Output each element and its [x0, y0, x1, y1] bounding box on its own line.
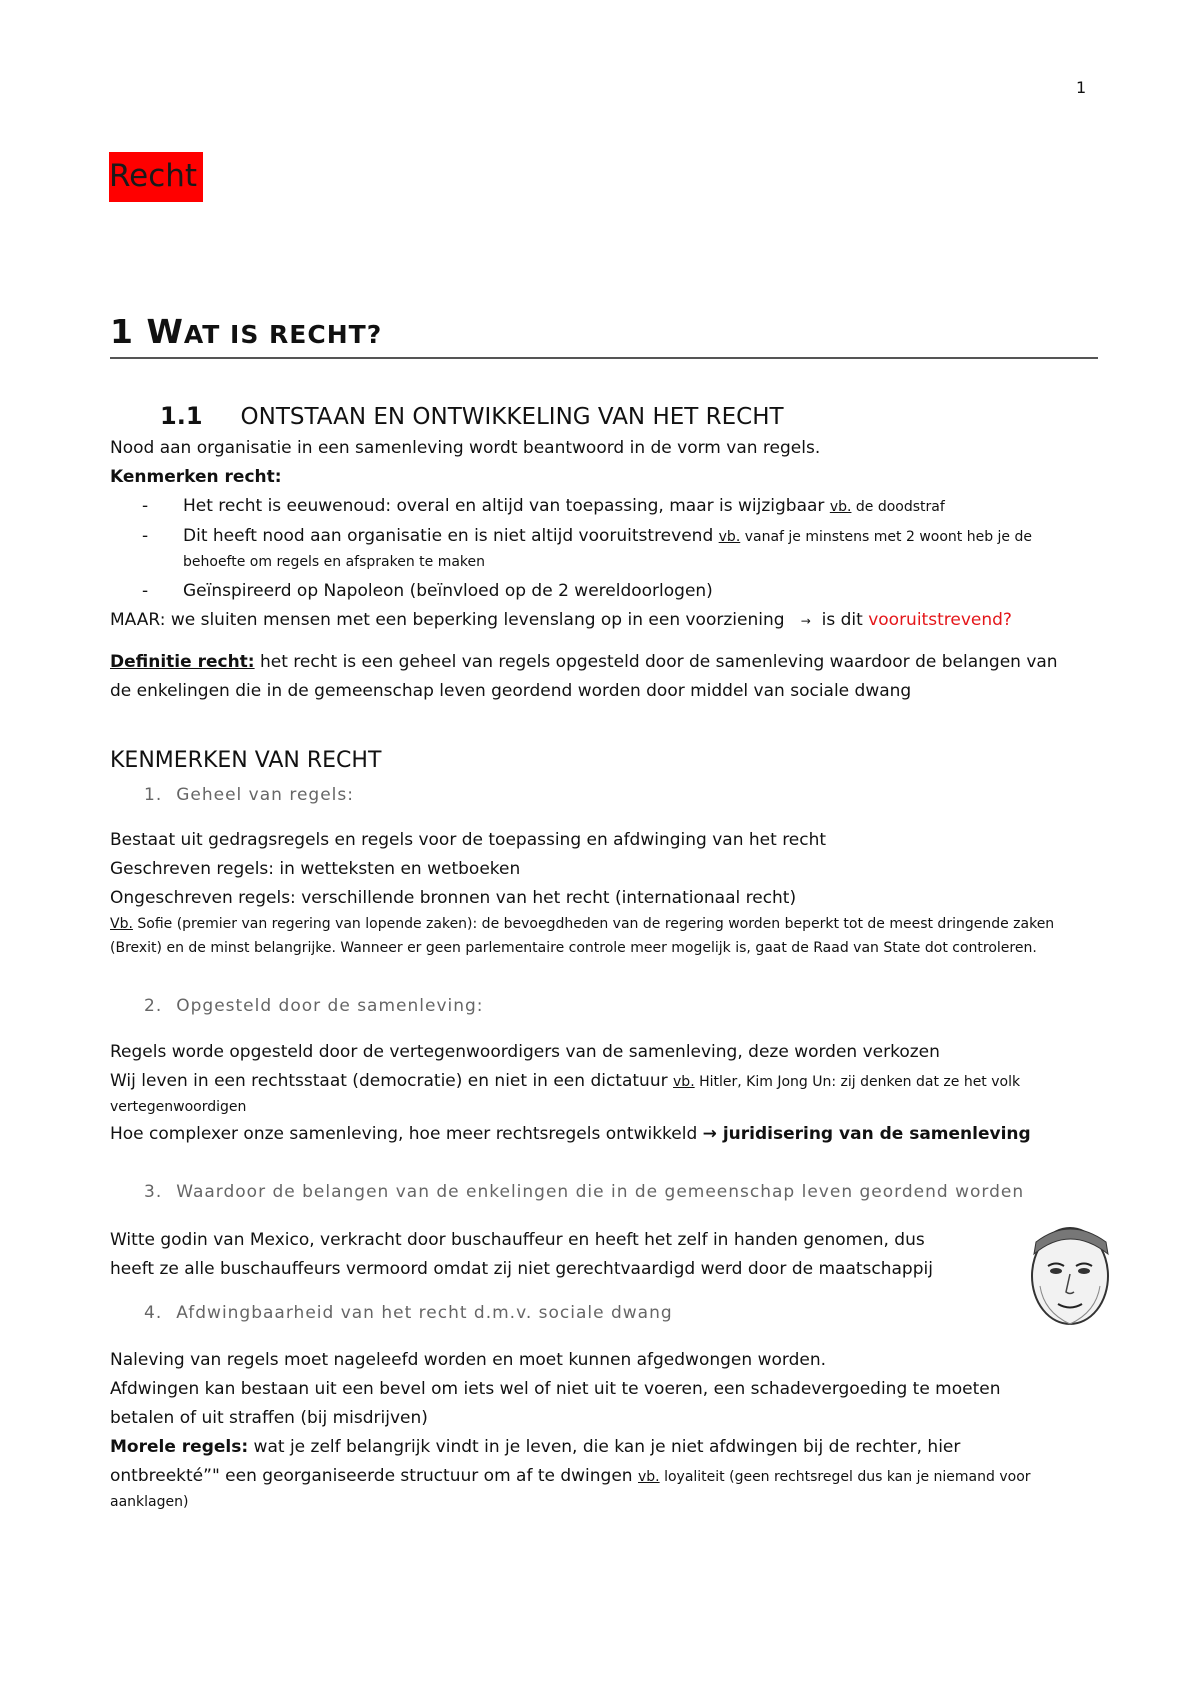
heading-1	[110, 312, 382, 351]
subheading-number: 2.	[144, 996, 163, 1016]
kenmerken-label: Kenmerken recht:	[110, 467, 282, 487]
vb-label: Vb.	[110, 916, 133, 932]
bullet-text: Het recht is eeuwenoud: overal en altijd van toepassing, maar is wijzigbaar	[183, 496, 830, 516]
heading-2	[160, 402, 784, 430]
heading-1-rule	[110, 357, 1098, 359]
arrow-icon: →	[800, 614, 811, 628]
s4-text: wat je zelf belangrijk vindt in je leven, die kan je niet afdwingen bij de rechter, hier	[248, 1437, 961, 1457]
maar-text: MAAR: we sluiten mensen met een beperking levenslang op in een voorziening	[110, 610, 785, 630]
bullet-item	[183, 496, 945, 516]
morele-label: Morele regels:	[110, 1437, 249, 1457]
subheading-title: Opgesteld door de samenleving:	[176, 996, 484, 1016]
s2-bold-text: juridisering van de samenleving	[716, 1124, 1031, 1144]
subheading-title: Geheel van regels:	[176, 785, 354, 805]
definitie-label: Definitie recht:	[110, 652, 255, 672]
bullet-item: Geïnspireerd op Napoleon (beïnvloed op de 2 wereldoorlogen)	[183, 581, 713, 601]
bullet-text: Dit heeft nood aan organisatie en is niet altijd vooruitstrevend	[183, 526, 719, 546]
definitie-text: het recht is een geheel van regels opgesteld door de samenleving waardoor de belangen van	[254, 652, 1058, 672]
s4-line: Afdwingen kan bestaan uit een bevel om iets wel of niet uit te voeren, een schadevergoeding te moeten	[110, 1379, 1001, 1399]
bullet-dash: -	[142, 526, 149, 546]
s2-line	[110, 1124, 1031, 1144]
subheading-number: 4.	[144, 1303, 163, 1323]
maar-tail: is dit	[821, 610, 863, 630]
s4-line: Naleving van regels moet nageleefd worden en moet kunnen afgedwongen worden.	[110, 1350, 826, 1370]
heading-1-rest: AT IS RECHT?	[183, 320, 383, 349]
definitie-line-2: de enkelingen die in de gemeenschap leven geordend worden door middel van sociale dwang	[110, 681, 912, 701]
bullet-item	[183, 526, 1032, 546]
s4-line	[110, 1437, 960, 1457]
subheading-number: 3.	[144, 1182, 163, 1202]
subheading-number: 1.	[144, 785, 163, 805]
s1-line: Bestaat uit gedragsregels en regels voor de toepassing en afdwinging van het recht	[110, 830, 827, 850]
s3-line: heeft ze alle buschauffeurs vermoord omdat zij niet gerechtvaardigd werd door de maatschappij	[110, 1259, 933, 1279]
s4-text: ontbreekté”" een georganiseerde structuur om af te dwingen	[110, 1466, 638, 1486]
subheading-title: Afdwingbaarheid van het recht d.m.v. sociale dwang	[176, 1303, 673, 1323]
page-number: 1	[1076, 78, 1087, 97]
s2-example: Hitler, Kim Jong Un: zij denken dat ze het volk	[694, 1074, 1021, 1090]
portrait-sketch-image	[1012, 1216, 1128, 1332]
vb-label: vb.	[673, 1074, 695, 1090]
vb-label: vb.	[638, 1469, 660, 1485]
bullet-dash: -	[142, 496, 149, 516]
document-title: Recht	[109, 158, 198, 194]
bullet-example: vanaf je minstens met 2 woont heb je de	[740, 529, 1032, 545]
s4-line	[110, 1466, 1031, 1486]
subheading-3	[144, 1182, 1024, 1202]
s3-line: Witte godin van Mexico, verkracht door buschauffeur en heeft het zelf in handen genomen, dus	[110, 1230, 925, 1250]
subheading-2	[144, 996, 484, 1016]
s4-line: betalen of uit straffen (bij misdrijven)	[110, 1408, 428, 1428]
s4-example-cont: aanklagen)	[110, 1494, 189, 1510]
definitie-line	[110, 652, 1058, 672]
s2-text: Wij leven in een rechtsstaat (democratie) en niet in een dictatuur	[110, 1071, 674, 1091]
intro-text: Nood aan organisatie in een samenleving wordt beantwoord in de vorm van regels.	[110, 438, 821, 458]
heading-2-text: ONTSTAAN EN ONTWIKKELING VAN HET RECHT	[240, 404, 784, 430]
subheading-title: Waardoor de belangen van de enkelingen die in de gemeenschap leven geordend worden	[176, 1182, 1025, 1202]
subheading-1	[144, 785, 354, 805]
heading-1-initial: W	[146, 312, 184, 351]
s2-line: Regels worde opgesteld door de vertegenwoordigers van de samenleving, deze worden verkozen	[110, 1042, 940, 1062]
bullet-dash: -	[142, 581, 149, 601]
maar-line	[110, 610, 1012, 630]
maar-question: vooruitstrevend?	[868, 610, 1012, 630]
s1-line: Ongeschreven regels: verschillende bronnen van het recht (internationaal recht)	[110, 888, 797, 908]
subheading-4	[144, 1303, 673, 1323]
vb-label: vb.	[829, 499, 852, 515]
heading-1-number: 1	[110, 312, 134, 351]
section-heading: KENMERKEN VAN RECHT	[110, 748, 382, 773]
s1-example-text: Sofie (premier van regering van lopende zaken): de bevoegdheden van de regering worden beperkt tot de meest dringende zaken	[132, 916, 1055, 932]
bullet-example: de doodstraf	[851, 499, 945, 515]
s2-text: Hoe complexer onze samenleving, hoe meer rechtsregels ontwikkeld	[110, 1124, 703, 1144]
s4-example: loyaliteit (geen rechtsregel dus kan je niemand voor	[659, 1469, 1031, 1485]
bullet-example-cont: behoefte om regels en afspraken te maken	[183, 554, 486, 570]
s1-example-cont: (Brexit) en de minst belangrijke. Wanneer er geen parlementaire controle meer mogelijk is, gaat de Raad van State dot controleren.	[110, 940, 1037, 956]
vb-label: vb.	[718, 529, 741, 545]
arrow-icon: →	[702, 1124, 717, 1144]
heading-2-number: 1.1	[160, 402, 203, 430]
s2-line	[110, 1071, 1020, 1091]
s2-example-cont: vertegenwoordigen	[110, 1099, 247, 1115]
s1-line: Geschreven regels: in wetteksten en wetboeken	[110, 859, 521, 879]
s1-example	[110, 916, 1054, 932]
